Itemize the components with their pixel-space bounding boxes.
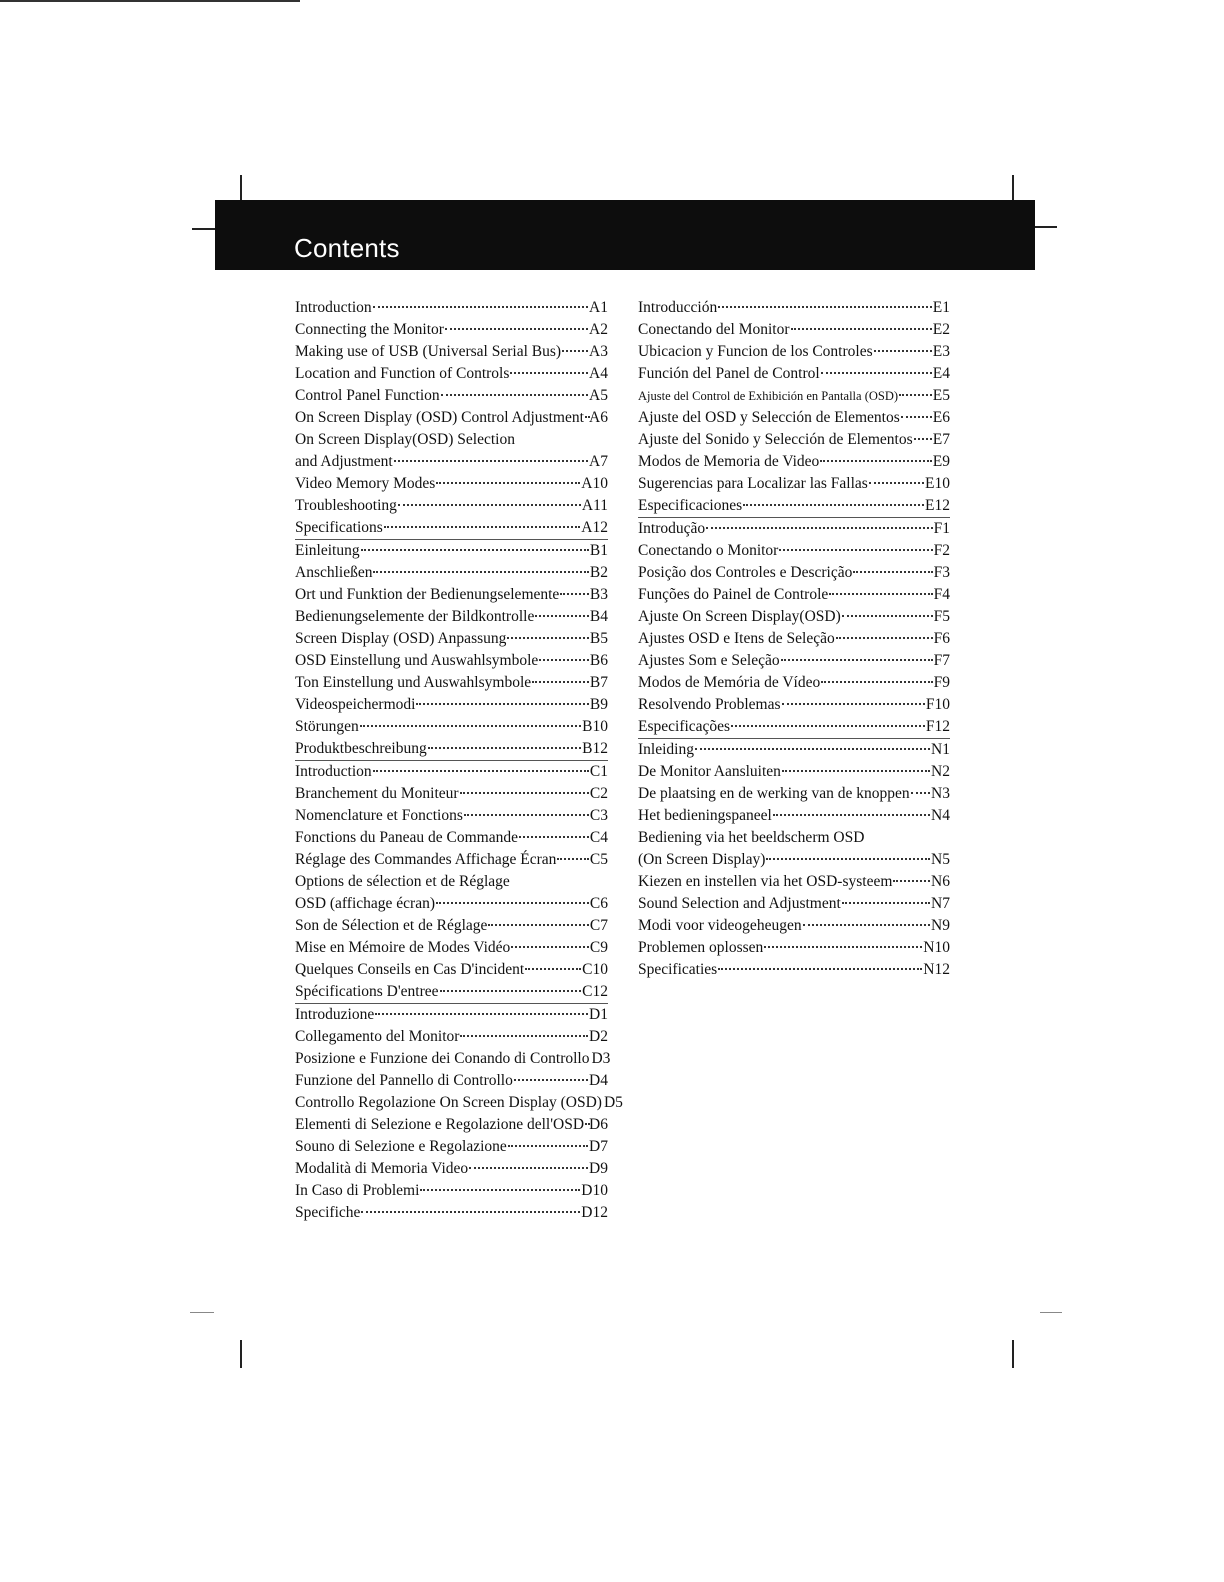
toc-entry xyxy=(295,827,608,849)
toc-entry-page: C5 xyxy=(589,851,608,868)
dot-leader xyxy=(743,504,924,506)
dot-leader xyxy=(781,659,933,661)
dot-leader xyxy=(829,593,932,595)
toc-entry xyxy=(638,783,950,805)
dot-leader xyxy=(508,1145,588,1147)
toc-entry xyxy=(295,738,608,760)
toc-entry xyxy=(638,319,950,341)
dot-leader xyxy=(899,394,932,396)
dot-leader xyxy=(525,968,581,970)
toc-entry-title: OSD (affichage écran) xyxy=(295,895,435,912)
toc-entry xyxy=(295,341,608,363)
toc-entry xyxy=(295,849,608,871)
toc-entry-page: D4 xyxy=(589,1072,608,1089)
toc-entry xyxy=(638,761,950,783)
toc-entry xyxy=(295,694,608,716)
toc-entry-title: Branchement du Moniteur xyxy=(295,785,459,802)
dot-leader xyxy=(469,1167,588,1169)
toc-entry xyxy=(638,937,950,959)
top-edge-line xyxy=(0,0,300,2)
dot-leader xyxy=(764,946,922,948)
toc-entry xyxy=(295,1158,608,1180)
toc-entry-page: D7 xyxy=(589,1138,608,1155)
toc-entry xyxy=(295,1180,608,1202)
crop-mark-bottom-left-vertical xyxy=(240,1340,242,1368)
toc-entry-title: Anschließen xyxy=(295,564,373,581)
toc-entry-page: A11 xyxy=(581,497,608,514)
dot-leader xyxy=(731,725,925,727)
dot-leader xyxy=(842,615,933,617)
toc-entry-page: C6 xyxy=(589,895,608,912)
toc-entry-title: Produktbeschreibung xyxy=(295,740,427,757)
crop-mark-bottom-left-horizontal xyxy=(190,1312,214,1313)
dot-leader xyxy=(420,1189,580,1191)
dot-leader xyxy=(436,902,589,904)
dot-leader xyxy=(445,328,588,330)
toc-entry-page: D9 xyxy=(589,1160,608,1177)
toc-entry-title: Resolvendo Problemas xyxy=(638,696,781,713)
contents-header-bar xyxy=(215,200,1035,270)
toc-entry-page: C7 xyxy=(589,917,608,934)
dot-leader xyxy=(557,858,589,860)
toc-entry-page: B12 xyxy=(582,740,608,757)
toc-entry xyxy=(638,694,950,716)
toc-entry xyxy=(295,1114,608,1136)
dot-leader xyxy=(519,836,589,838)
toc-entry-page: C9 xyxy=(589,939,608,956)
dot-leader xyxy=(532,681,589,683)
dot-leader xyxy=(893,880,930,882)
dot-leader xyxy=(585,416,588,418)
dot-leader xyxy=(803,924,930,926)
toc-entry-page: A7 xyxy=(589,453,608,470)
toc-entry-title: Connecting the Monitor xyxy=(295,321,444,338)
dot-leader xyxy=(718,306,932,308)
toc-entry-title: Inleiding xyxy=(638,741,694,758)
toc-entry-page: N3 xyxy=(931,785,950,802)
dot-leader xyxy=(460,792,589,794)
toc-entry xyxy=(638,385,950,407)
dot-leader xyxy=(911,792,930,794)
toc-entry xyxy=(638,495,950,517)
toc-entry xyxy=(295,1202,608,1224)
toc-entry-title: Making use of USB (Universal Serial Bus) xyxy=(295,343,562,360)
toc-entry-title: De plaatsing en de werking van de knoppen xyxy=(638,785,910,802)
toc-entry xyxy=(638,341,950,363)
toc-entry-title: Funzione del Pannello di Controllo xyxy=(295,1072,513,1089)
toc-entry-title: Introdução xyxy=(638,520,706,537)
toc-entry-page: B3 xyxy=(589,586,608,603)
toc-entry-page: C2 xyxy=(589,785,608,802)
toc-entry-title: Nomenclature et Fonctions xyxy=(295,807,463,824)
toc-entry xyxy=(638,650,950,672)
toc-entry-title: Videospeichermodi xyxy=(295,696,416,713)
dot-leader xyxy=(821,372,932,374)
toc-entry-title: Elementi di Selezione e Regolazione dell'OSD xyxy=(295,1116,585,1133)
toc-entry-title: Especificações xyxy=(638,718,731,735)
toc-entry xyxy=(638,584,950,606)
dot-leader xyxy=(507,637,589,639)
toc-entry-title: Modi voor videogeheugen xyxy=(638,917,802,934)
toc-entry-page: N4 xyxy=(931,807,950,824)
toc-entry-title: Fonctions du Paneau de Commande xyxy=(295,829,518,846)
toc-entry-page: A12 xyxy=(581,519,608,536)
dot-leader xyxy=(842,902,930,904)
toc-entry xyxy=(295,562,608,584)
toc-entry-title: Ajuste del Control de Exhibición en Pantalla (OSD) xyxy=(638,389,899,403)
toc-entry-title: Sound Selection and Adjustment xyxy=(638,895,841,912)
toc-entry-page: C12 xyxy=(582,983,608,1000)
toc-entry xyxy=(295,584,608,606)
dot-leader xyxy=(560,593,589,595)
toc-entry xyxy=(638,297,950,319)
dot-leader xyxy=(914,438,932,440)
toc-entry-title: Troubleshooting xyxy=(295,497,397,514)
toc-entry-page: D6 xyxy=(589,1116,608,1133)
toc-entry-title: De Monitor Aansluiten xyxy=(638,763,781,780)
toc-entry xyxy=(638,562,950,584)
toc-entry xyxy=(295,628,608,650)
toc-entry-page: B9 xyxy=(589,696,608,713)
toc-entry-page: B4 xyxy=(589,608,608,625)
toc-entry xyxy=(638,363,950,385)
toc-entry xyxy=(295,1048,611,1070)
toc-entry xyxy=(638,827,950,849)
toc-entry-title: Conectando del Monitor xyxy=(638,321,790,338)
toc-entry-page: N10 xyxy=(923,939,950,956)
toc-entry xyxy=(638,407,950,429)
dot-leader xyxy=(394,460,588,462)
dot-leader xyxy=(585,1123,588,1125)
dot-leader xyxy=(539,659,589,661)
toc-entry xyxy=(638,606,950,628)
toc-entry-page: F6 xyxy=(933,630,950,647)
toc-entry-page: N9 xyxy=(931,917,950,934)
dot-leader xyxy=(440,990,582,992)
toc-entry xyxy=(295,517,608,539)
toc-entry xyxy=(295,1136,608,1158)
crop-mark-top-right-vertical xyxy=(1012,175,1014,203)
toc-entry-title: Quelques Conseils en Cas D'incident xyxy=(295,961,525,978)
toc-entry xyxy=(638,915,950,937)
toc-entry-page: A10 xyxy=(581,475,608,492)
toc-entry xyxy=(295,937,608,959)
toc-entry xyxy=(295,1070,608,1092)
toc-entry-page: B6 xyxy=(589,652,608,669)
toc-entry-page: E12 xyxy=(925,497,950,514)
toc-entry-title: Collegamento del Monitor xyxy=(295,1028,460,1045)
toc-entry-page: D1 xyxy=(589,1006,608,1023)
toc-entry xyxy=(295,760,608,783)
toc-entry-title: Specifiche xyxy=(295,1204,361,1221)
crop-mark-top-right-horizontal xyxy=(1035,226,1057,228)
toc-entry-title: Ton Einstellung und Auswahlsymbole xyxy=(295,674,532,691)
toc-entry-title: OSD Einstellung und Auswahlsymbole xyxy=(295,652,539,669)
toc-entry xyxy=(295,297,608,319)
toc-entry-title: Mise en Mémoire de Modes Vidéo xyxy=(295,939,511,956)
toc-entry-title: and Adjustment xyxy=(295,453,393,470)
dot-leader xyxy=(853,571,932,573)
toc-entry-page: C1 xyxy=(589,763,608,780)
toc-entry-title: Modos de Memória de Vídeo xyxy=(638,674,821,691)
toc-entry-title: Introduzione xyxy=(295,1006,375,1023)
dot-leader xyxy=(428,747,581,749)
toc-entry xyxy=(295,783,608,805)
toc-entry-title: Posição dos Controles e Descrição xyxy=(638,564,853,581)
dot-leader xyxy=(766,858,930,860)
toc-entry xyxy=(295,959,608,981)
dot-leader xyxy=(514,1079,588,1081)
toc-entry-title: Controllo Regolazione On Screen Display (OSD) xyxy=(295,1094,602,1111)
toc-entry-title: Modos de Memoria de Video xyxy=(638,453,820,470)
toc-entry-page: B5 xyxy=(589,630,608,647)
toc-right-column xyxy=(638,297,950,981)
toc-entry-title: Funções do Painel de Controle xyxy=(638,586,829,603)
toc-entry-page: A4 xyxy=(589,365,608,382)
toc-entry-page: N5 xyxy=(931,851,950,868)
toc-entry-page: C4 xyxy=(589,829,608,846)
toc-entry-title: Bediening via het beeldscherm OSD xyxy=(638,829,865,846)
toc-entry xyxy=(638,672,950,694)
toc-entry xyxy=(295,363,608,385)
toc-entry-title: Kiezen en instellen via het OSD-systeem xyxy=(638,873,893,890)
toc-entry-page: B10 xyxy=(582,718,608,735)
toc-entry-page: B2 xyxy=(589,564,608,581)
toc-entry xyxy=(638,805,950,827)
toc-entry-title: Réglage des Commandes Affichage Écran xyxy=(295,851,557,868)
toc-entry-page: F4 xyxy=(933,586,950,603)
toc-entry-title: Location and Function of Controls xyxy=(295,365,510,382)
crop-mark-top-left-horizontal xyxy=(192,228,216,230)
toc-entry-title: Ajustes Som e Seleção xyxy=(638,652,780,669)
toc-entry-page: N1 xyxy=(931,741,950,758)
toc-entry-title: Screen Display (OSD) Anpassung xyxy=(295,630,507,647)
toc-entry-page: N12 xyxy=(923,961,950,978)
toc-entry-title: Het bedieningspaneel xyxy=(638,807,772,824)
toc-entry-title: Specificaties xyxy=(638,961,718,978)
toc-entry-title: Ajuste del OSD y Selección de Elementos xyxy=(638,409,900,426)
toc-left-column xyxy=(295,297,623,1224)
toc-entry xyxy=(638,517,950,540)
dot-leader xyxy=(361,549,589,551)
dot-leader xyxy=(821,681,932,683)
toc-entry-title: Modalità di Memoria Video xyxy=(295,1160,469,1177)
toc-entry-title: Ajustes OSD e Itens de Seleção xyxy=(638,630,835,647)
toc-entry xyxy=(295,429,608,451)
toc-entry xyxy=(638,628,950,650)
toc-entry xyxy=(638,893,950,915)
toc-entry-title: Especificaciones xyxy=(638,497,743,514)
toc-entry-title: Ajuste On Screen Display(OSD) xyxy=(638,608,841,625)
toc-entry-title: Control Panel Function xyxy=(295,387,440,404)
toc-entry-title: Introducción xyxy=(638,299,718,316)
toc-entry-page: E10 xyxy=(925,475,950,492)
toc-entry xyxy=(295,539,608,562)
toc-entry-page: F3 xyxy=(933,564,950,581)
toc-entry-page: A1 xyxy=(589,299,608,316)
toc-entry-page: F10 xyxy=(925,696,950,713)
dot-leader xyxy=(488,924,589,926)
toc-entry-page: F12 xyxy=(925,718,950,735)
toc-entry xyxy=(295,473,608,495)
toc-entry xyxy=(295,451,608,473)
dot-leader xyxy=(398,504,581,506)
toc-entry-page: E1 xyxy=(932,299,950,316)
toc-entry-title: Ort und Funktion der Bedienungselemente xyxy=(295,586,560,603)
toc-entry-title: Posizione e Funzione dei Conando di Controllo xyxy=(295,1050,590,1067)
toc-entry-title: Options de sélection et de Réglage xyxy=(295,873,510,890)
toc-entry-page: E3 xyxy=(932,343,950,360)
toc-entry-title: Einleitung xyxy=(295,542,360,559)
toc-entry-page: F2 xyxy=(933,542,950,559)
dot-leader xyxy=(511,946,589,948)
toc-entry xyxy=(295,981,608,1003)
toc-entry-page: D3 xyxy=(591,1050,611,1067)
toc-entry xyxy=(295,1003,608,1026)
toc-entry-title: Sugerencias para Localizar las Fallas xyxy=(638,475,868,492)
toc-entry-title: Son de Sélection et de Réglage xyxy=(295,917,488,934)
dot-leader xyxy=(375,1013,588,1015)
toc-entry-title: Souno di Selezione e Regolazione xyxy=(295,1138,507,1155)
dot-leader xyxy=(782,770,930,772)
crop-mark-top-left-vertical xyxy=(240,175,242,203)
toc-entry-page: N6 xyxy=(931,873,950,890)
toc-entry xyxy=(295,893,608,915)
toc-entry-page: N7 xyxy=(931,895,950,912)
dot-leader xyxy=(361,1211,580,1213)
dot-leader xyxy=(360,725,581,727)
dot-leader xyxy=(874,350,932,352)
toc-entry xyxy=(638,473,950,495)
dot-leader xyxy=(416,703,588,705)
dot-leader xyxy=(373,571,588,573)
dot-leader xyxy=(791,328,932,330)
toc-entry-page: B7 xyxy=(589,674,608,691)
toc-entry-page: A5 xyxy=(589,387,608,404)
toc-entry xyxy=(295,915,608,937)
toc-entry xyxy=(638,738,950,761)
toc-entry xyxy=(295,871,608,893)
toc-entry-page: D5 xyxy=(603,1094,623,1111)
toc-entry-page: E7 xyxy=(932,431,950,448)
dot-leader xyxy=(820,460,931,462)
toc-entry-page: F1 xyxy=(933,520,950,537)
toc-entry-title: Función del Panel de Control xyxy=(638,365,820,382)
toc-entry-page: E2 xyxy=(932,321,950,338)
dot-leader xyxy=(384,526,580,528)
toc-entry xyxy=(295,495,608,517)
toc-entry-page: A3 xyxy=(589,343,608,360)
dot-leader xyxy=(718,968,922,970)
dot-leader xyxy=(510,372,588,374)
toc-entry-title: Ajuste del Sonido y Selección de Elementos xyxy=(638,431,913,448)
toc-entry-title: Conectando o Monitor xyxy=(638,542,779,559)
dot-leader xyxy=(836,637,933,639)
toc-entry-title: On Screen Display (OSD) Control Adjustment xyxy=(295,409,584,426)
toc-entry-page: F9 xyxy=(933,674,950,691)
dot-leader xyxy=(901,416,932,418)
dot-leader xyxy=(869,482,924,484)
crop-mark-bottom-right-horizontal xyxy=(1040,1312,1062,1313)
toc-entry xyxy=(638,429,950,451)
dot-leader xyxy=(373,770,589,772)
toc-entry xyxy=(638,849,950,871)
toc-entry-page: E6 xyxy=(932,409,950,426)
toc-entry xyxy=(295,672,608,694)
dot-leader xyxy=(562,350,588,352)
toc-entry xyxy=(295,716,608,738)
toc-entry xyxy=(295,606,608,628)
toc-entry xyxy=(295,385,608,407)
dot-leader xyxy=(436,482,580,484)
dot-leader xyxy=(460,1035,588,1037)
toc-entry-page: B1 xyxy=(589,542,608,559)
toc-entry xyxy=(638,959,950,981)
toc-entry-title: Störungen xyxy=(295,718,359,735)
toc-entry xyxy=(295,319,608,341)
dot-leader xyxy=(464,814,589,816)
page-title: Contents xyxy=(294,233,400,263)
dot-leader xyxy=(695,748,930,750)
dot-leader xyxy=(782,703,925,705)
toc-entry-page: C3 xyxy=(589,807,608,824)
dot-leader xyxy=(441,394,588,396)
dot-leader xyxy=(773,814,930,816)
toc-entry-page: F5 xyxy=(933,608,950,625)
toc-entry-page: C10 xyxy=(582,961,608,978)
toc-entry-page: A2 xyxy=(589,321,608,338)
toc-entry-page: A6 xyxy=(589,409,608,426)
toc-entry-title: Ubicacion y Funcion de los Controles xyxy=(638,343,873,360)
toc-entry xyxy=(295,805,608,827)
toc-entry xyxy=(638,451,950,473)
dot-leader xyxy=(535,615,589,617)
toc-entry-title: (On Screen Display) xyxy=(638,851,766,868)
toc-entry-page: N2 xyxy=(931,763,950,780)
toc-entry-title: In Caso di Problemi xyxy=(295,1182,420,1199)
toc-entry xyxy=(638,871,950,893)
toc-entry-title: Introduction xyxy=(295,763,372,780)
toc-entry-title: Video Memory Modes xyxy=(295,475,436,492)
toc-entry-title: Problemen oplossen xyxy=(638,939,764,956)
crop-mark-bottom-right-vertical xyxy=(1012,1340,1014,1368)
toc-entry-page: D2 xyxy=(589,1028,608,1045)
toc-entry-title: Introduction xyxy=(295,299,372,316)
toc-entry-title: Bedienungselemente der Bildkontrolle xyxy=(295,608,535,625)
toc-entry-title: Specifications xyxy=(295,519,383,536)
toc-entry xyxy=(638,716,950,738)
toc-entry xyxy=(295,1026,608,1048)
toc-entry-page: F7 xyxy=(933,652,950,669)
toc-entry-title: On Screen Display(OSD) Selection xyxy=(295,431,515,448)
toc-entry xyxy=(295,407,608,429)
dot-leader xyxy=(706,527,932,529)
toc-entry xyxy=(295,650,608,672)
toc-entry xyxy=(638,540,950,562)
toc-entry-page: D12 xyxy=(581,1204,608,1221)
toc-entry xyxy=(295,1092,623,1114)
toc-entry-page: E4 xyxy=(932,365,950,382)
toc-entry-title: Spécifications D'entree xyxy=(295,983,439,1000)
dot-leader xyxy=(373,306,588,308)
dot-leader xyxy=(779,549,932,551)
toc-entry-page: D10 xyxy=(581,1182,608,1199)
toc-entry-page: E9 xyxy=(932,453,950,470)
toc-entry-page: E5 xyxy=(932,387,950,404)
